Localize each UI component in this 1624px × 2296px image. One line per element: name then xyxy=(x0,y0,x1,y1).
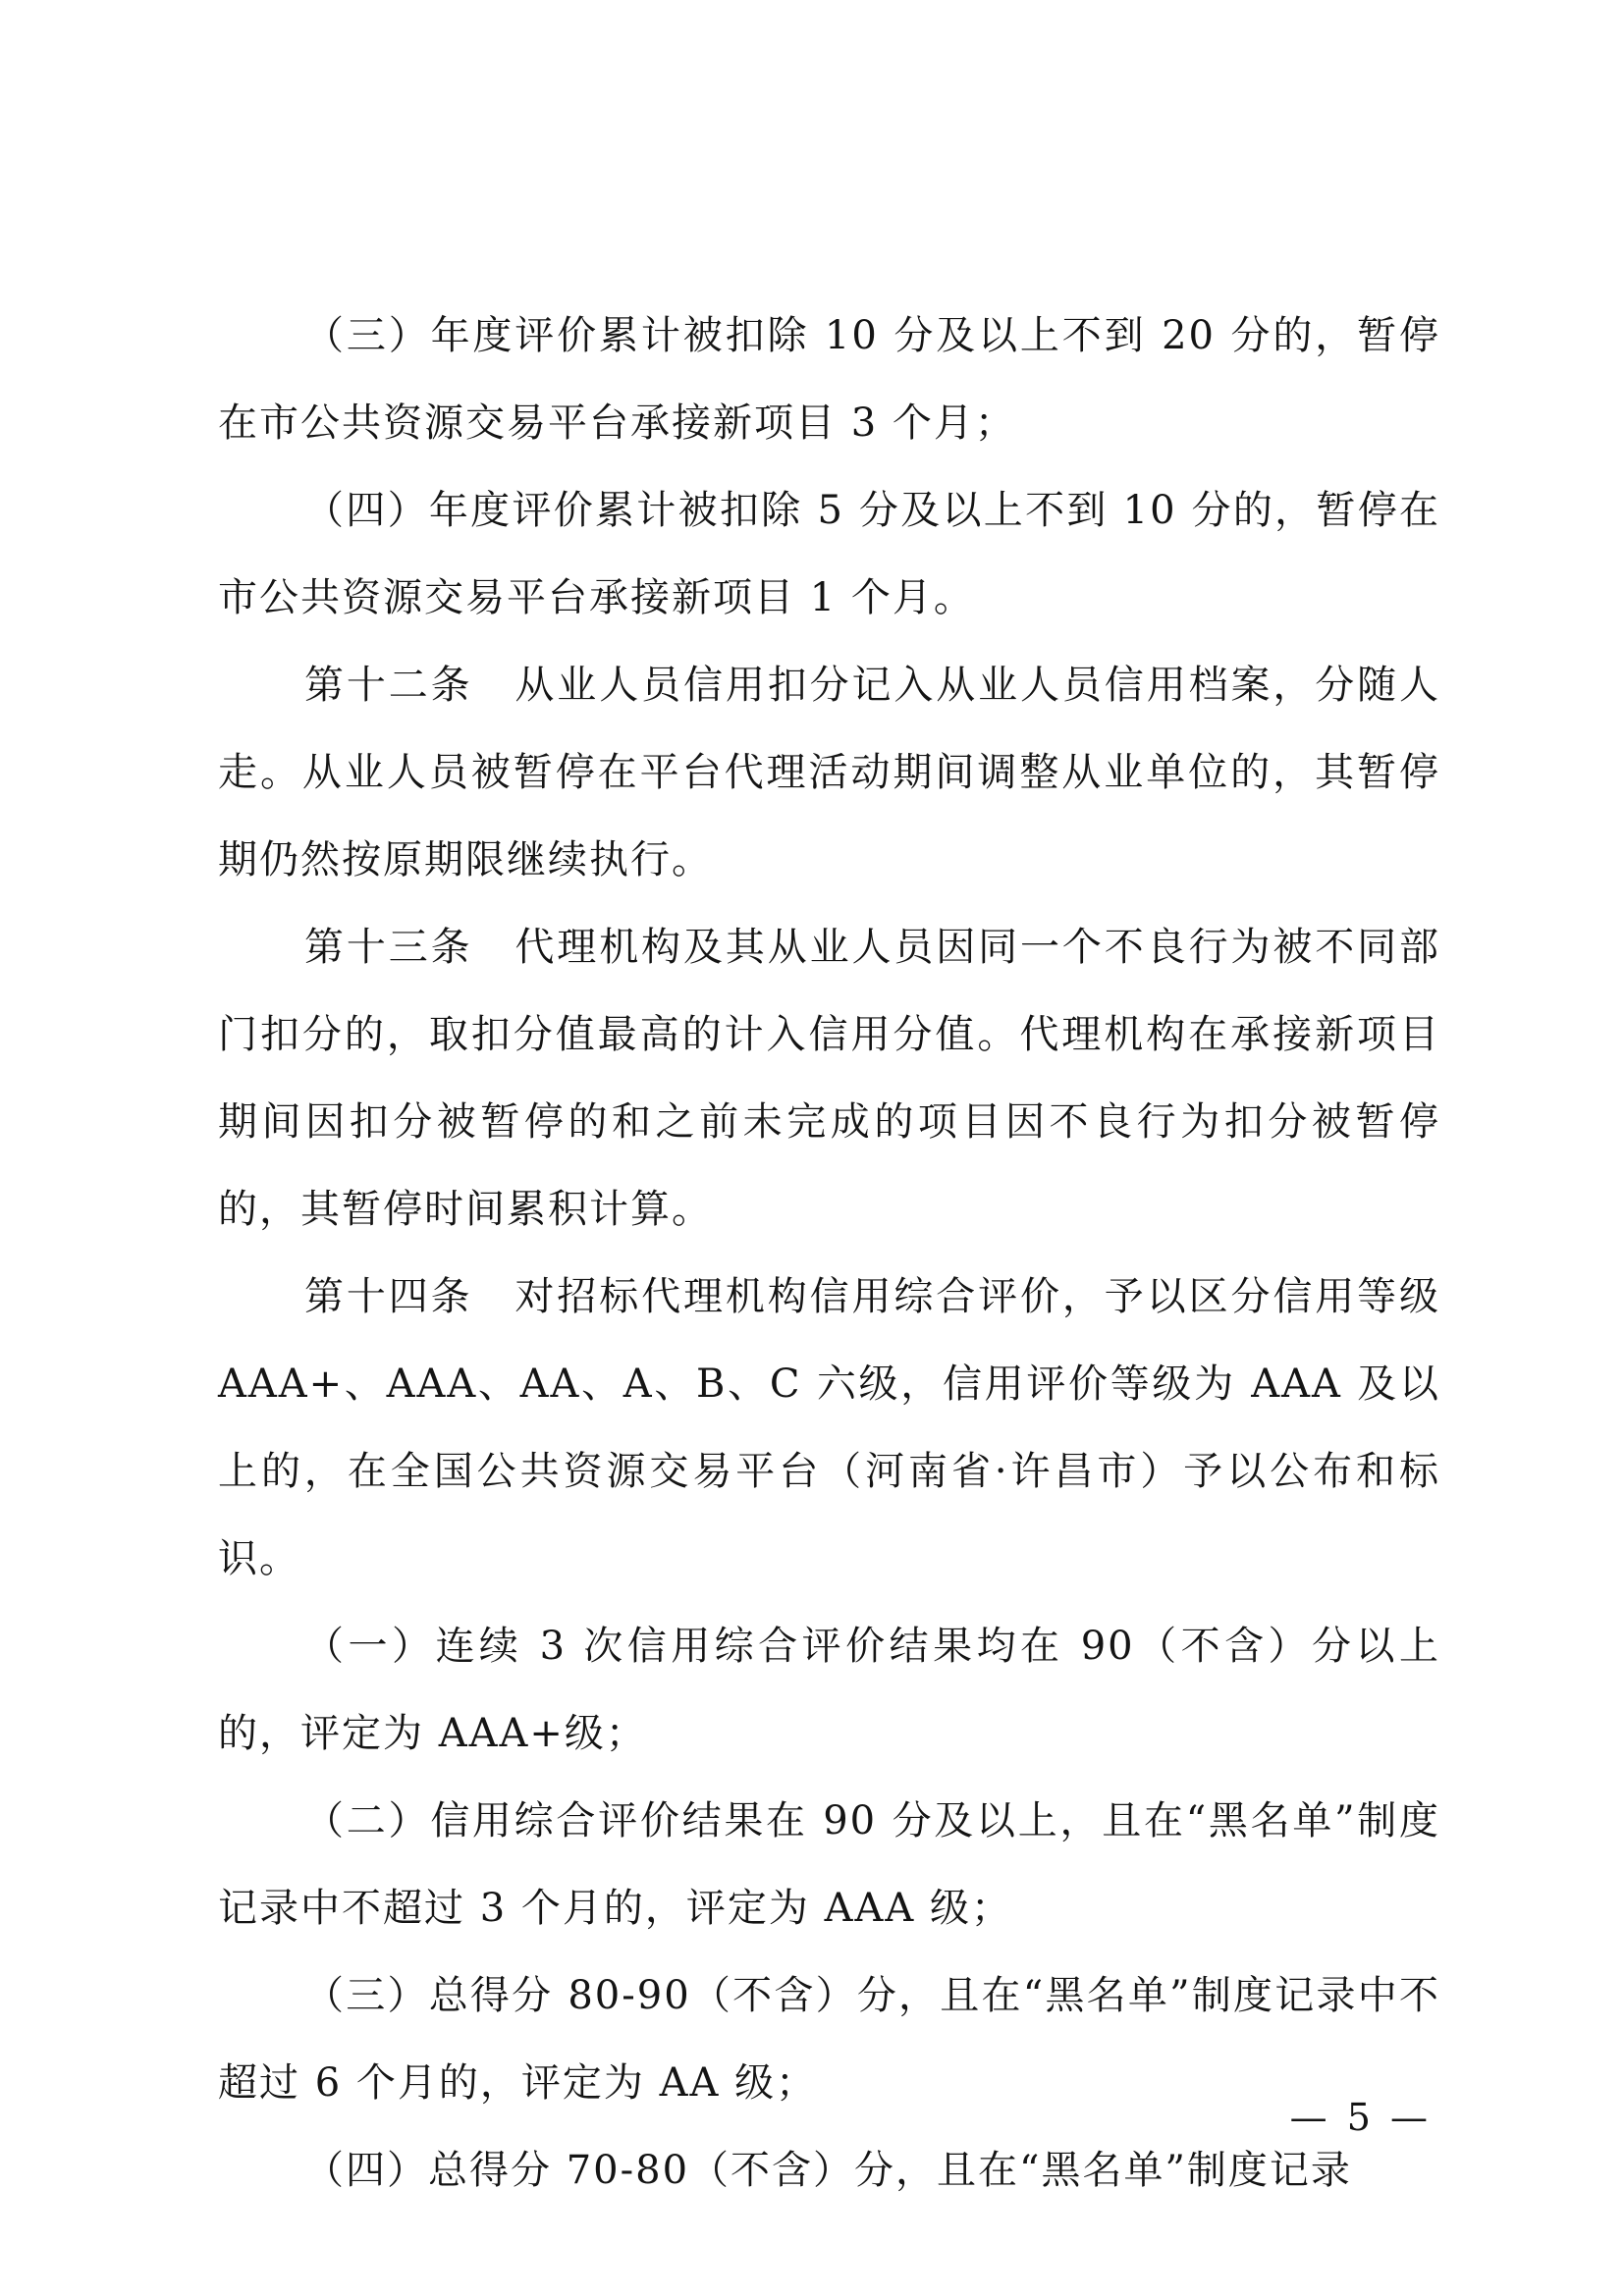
paragraph-article-12: 第十二条 从业人员信用扣分记入从业人员信用档案，分随人走。从业人员被暂停在平台代理活动期间调整从业单位的，其暂停期仍然按原期限继续执行。 xyxy=(218,663,1440,882)
paragraph-article-13: 第十三条 代理机构及其从业人员因同一个不良行为被不同部门扣分的，取扣分值最高的计入信用分值。代理机构在承接新项目期间因扣分被暂停的和之前未完成的项目因不良行为扣分被暂停的，其暂停时间累积计算。 xyxy=(218,925,1440,1232)
page-number: — 5 — xyxy=(1289,2096,1432,2139)
paragraph-article-14: 第十四条 对招标代理机构信用综合评价，予以区分信用等级 AAA+、AAA、AA、A、B、C 六级，信用评价等级为 AAA 及以上的，在全国公共资源交易平台（河南省·许昌市）予以公布和标识。 xyxy=(218,1274,1440,1581)
paragraph-grade-aaa: （二）信用综合评价结果在 90 分及以上，且在“黑名单”制度记录中不超过 3 个月的，评定为 AAA 级； xyxy=(218,1798,1440,1931)
document-body xyxy=(218,293,1440,2215)
paragraph-grade-a-partial: （四）总得分 70-80（不含）分，且在“黑名单”制度记录 xyxy=(304,2148,1352,2193)
paragraph-grade-aa: （三）总得分 80-90（不含）分，且在“黑名单”制度记录中不超过 6 个月的，评定为 AA 级； xyxy=(218,1973,1440,2106)
paragraph-item-3-annual-deduction-10-20: （三）年度评价累计被扣除 10 分及以上不到 20 分的，暂停在市公共资源交易平台承接新项目 3 个月； xyxy=(218,313,1440,446)
paragraph-item-4-annual-deduction-5-10: （四）年度评价累计被扣除 5 分及以上不到 10 分的，暂停在市公共资源交易平台承接新项目 1 个月。 xyxy=(218,488,1440,620)
paragraph-grade-aaa-plus: （一）连续 3 次信用综合评价结果均在 90（不含）分以上的，评定为 AAA+级； xyxy=(218,1624,1440,1756)
